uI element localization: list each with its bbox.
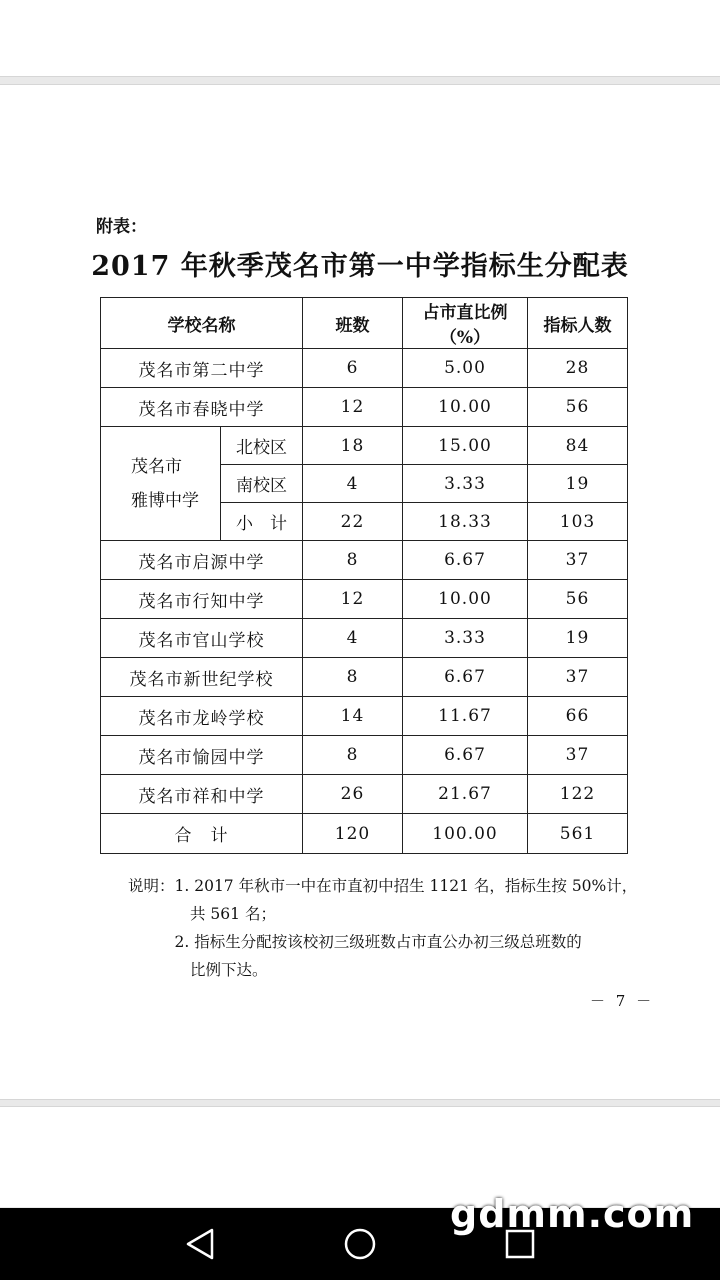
ratio-cell: 21.67 (403, 775, 528, 814)
classes-cell: 4 (303, 465, 403, 503)
school-cell: 茂名市龙岭学校 (101, 697, 303, 736)
table-row (101, 775, 628, 814)
ratio-cell: 3.33 (403, 465, 528, 503)
header-quota: 指标人数 (528, 298, 628, 349)
table-row (101, 580, 628, 619)
table-row (101, 736, 628, 775)
total-classes-cell: 120 (303, 814, 403, 854)
classes-cell: 22 (303, 503, 403, 541)
table-row (101, 541, 628, 580)
grouped-school-line2: 雅博中学 (131, 490, 199, 511)
quota-cell: 37 (528, 736, 628, 775)
table-row (101, 349, 628, 388)
note-line: 比例下达。 (128, 961, 268, 979)
total-quota-cell: 561 (528, 814, 628, 854)
ratio-cell: 10.00 (403, 388, 528, 427)
classes-cell: 8 (303, 658, 403, 697)
document-title: 2017 年秋季茂名市第一中学指标生分配表 (91, 251, 629, 282)
total-row (101, 814, 628, 854)
note-line: 说明：1. 2017 年秋市一中在市直初中招生 1121 名，指标生按 50%计， (128, 877, 638, 895)
grouped-school-line1: 茂名市 (131, 456, 182, 477)
header-classes: 班数 (303, 298, 403, 349)
school-cell: 茂名市启源中学 (101, 541, 303, 580)
quota-cell: 56 (528, 580, 628, 619)
table-header-row (101, 298, 628, 349)
quota-cell: 56 (528, 388, 628, 427)
home-circle-icon (340, 1224, 380, 1264)
classes-cell: 8 (303, 736, 403, 775)
quota-cell: 37 (528, 541, 628, 580)
campus-cell: 南校区 (221, 465, 303, 503)
classes-cell: 12 (303, 388, 403, 427)
table-row (101, 619, 628, 658)
quota-cell: 103 (528, 503, 628, 541)
notes-section (128, 872, 648, 984)
home-button[interactable] (340, 1224, 380, 1264)
appendix-label: 附表： (96, 217, 147, 237)
quota-cell: 19 (528, 619, 628, 658)
header-ratio: 占市直比例（%） (403, 298, 528, 349)
ratio-cell: 18.33 (403, 503, 528, 541)
ratio-cell: 5.00 (403, 349, 528, 388)
header-school: 学校名称 (101, 298, 303, 349)
classes-cell: 12 (303, 580, 403, 619)
note-line: 2. 指标生分配按该校初三级班数占市直公办初三级总班数的 (128, 933, 582, 951)
subtotal-cell: 小 计 (221, 503, 303, 541)
table-row (101, 697, 628, 736)
total-label-cell: 合 计 (101, 814, 303, 854)
classes-cell: 18 (303, 427, 403, 465)
ratio-cell: 6.67 (403, 541, 528, 580)
total-ratio-cell: 100.00 (403, 814, 528, 854)
table-row (101, 427, 628, 465)
quota-cell: 84 (528, 427, 628, 465)
grouped-school-cell (101, 427, 221, 541)
school-cell: 茂名市新世纪学校 (101, 658, 303, 697)
classes-cell: 26 (303, 775, 403, 814)
classes-cell: 14 (303, 697, 403, 736)
school-cell: 茂名市祥和中学 (101, 775, 303, 814)
ratio-cell: 3.33 (403, 619, 528, 658)
school-cell: 茂名市官山学校 (101, 619, 303, 658)
table-row (101, 658, 628, 697)
quota-cell: 19 (528, 465, 628, 503)
campus-cell: 北校区 (221, 427, 303, 465)
note-line: 共 561 名； (128, 905, 276, 923)
page-number: － 7 － (590, 992, 655, 1010)
table-row (101, 388, 628, 427)
ratio-cell: 11.67 (403, 697, 528, 736)
school-cell: 茂名市愉园中学 (101, 736, 303, 775)
school-cell: 茂名市第二中学 (101, 349, 303, 388)
allocation-table (100, 297, 628, 854)
back-triangle-icon (180, 1224, 220, 1264)
classes-cell: 8 (303, 541, 403, 580)
quota-cell: 37 (528, 658, 628, 697)
classes-cell: 6 (303, 349, 403, 388)
watermark: gdmm.com (450, 1192, 695, 1236)
school-cell: 茂名市行知中学 (101, 580, 303, 619)
school-cell: 茂名市春晓中学 (101, 388, 303, 427)
ratio-cell: 15.00 (403, 427, 528, 465)
back-button[interactable] (180, 1224, 220, 1264)
ratio-cell: 10.00 (403, 580, 528, 619)
previous-page (0, 0, 720, 77)
classes-cell: 4 (303, 619, 403, 658)
quota-cell: 28 (528, 349, 628, 388)
quota-cell: 66 (528, 697, 628, 736)
ratio-cell: 6.67 (403, 736, 528, 775)
ratio-cell: 6.67 (403, 658, 528, 697)
quota-cell: 122 (528, 775, 628, 814)
